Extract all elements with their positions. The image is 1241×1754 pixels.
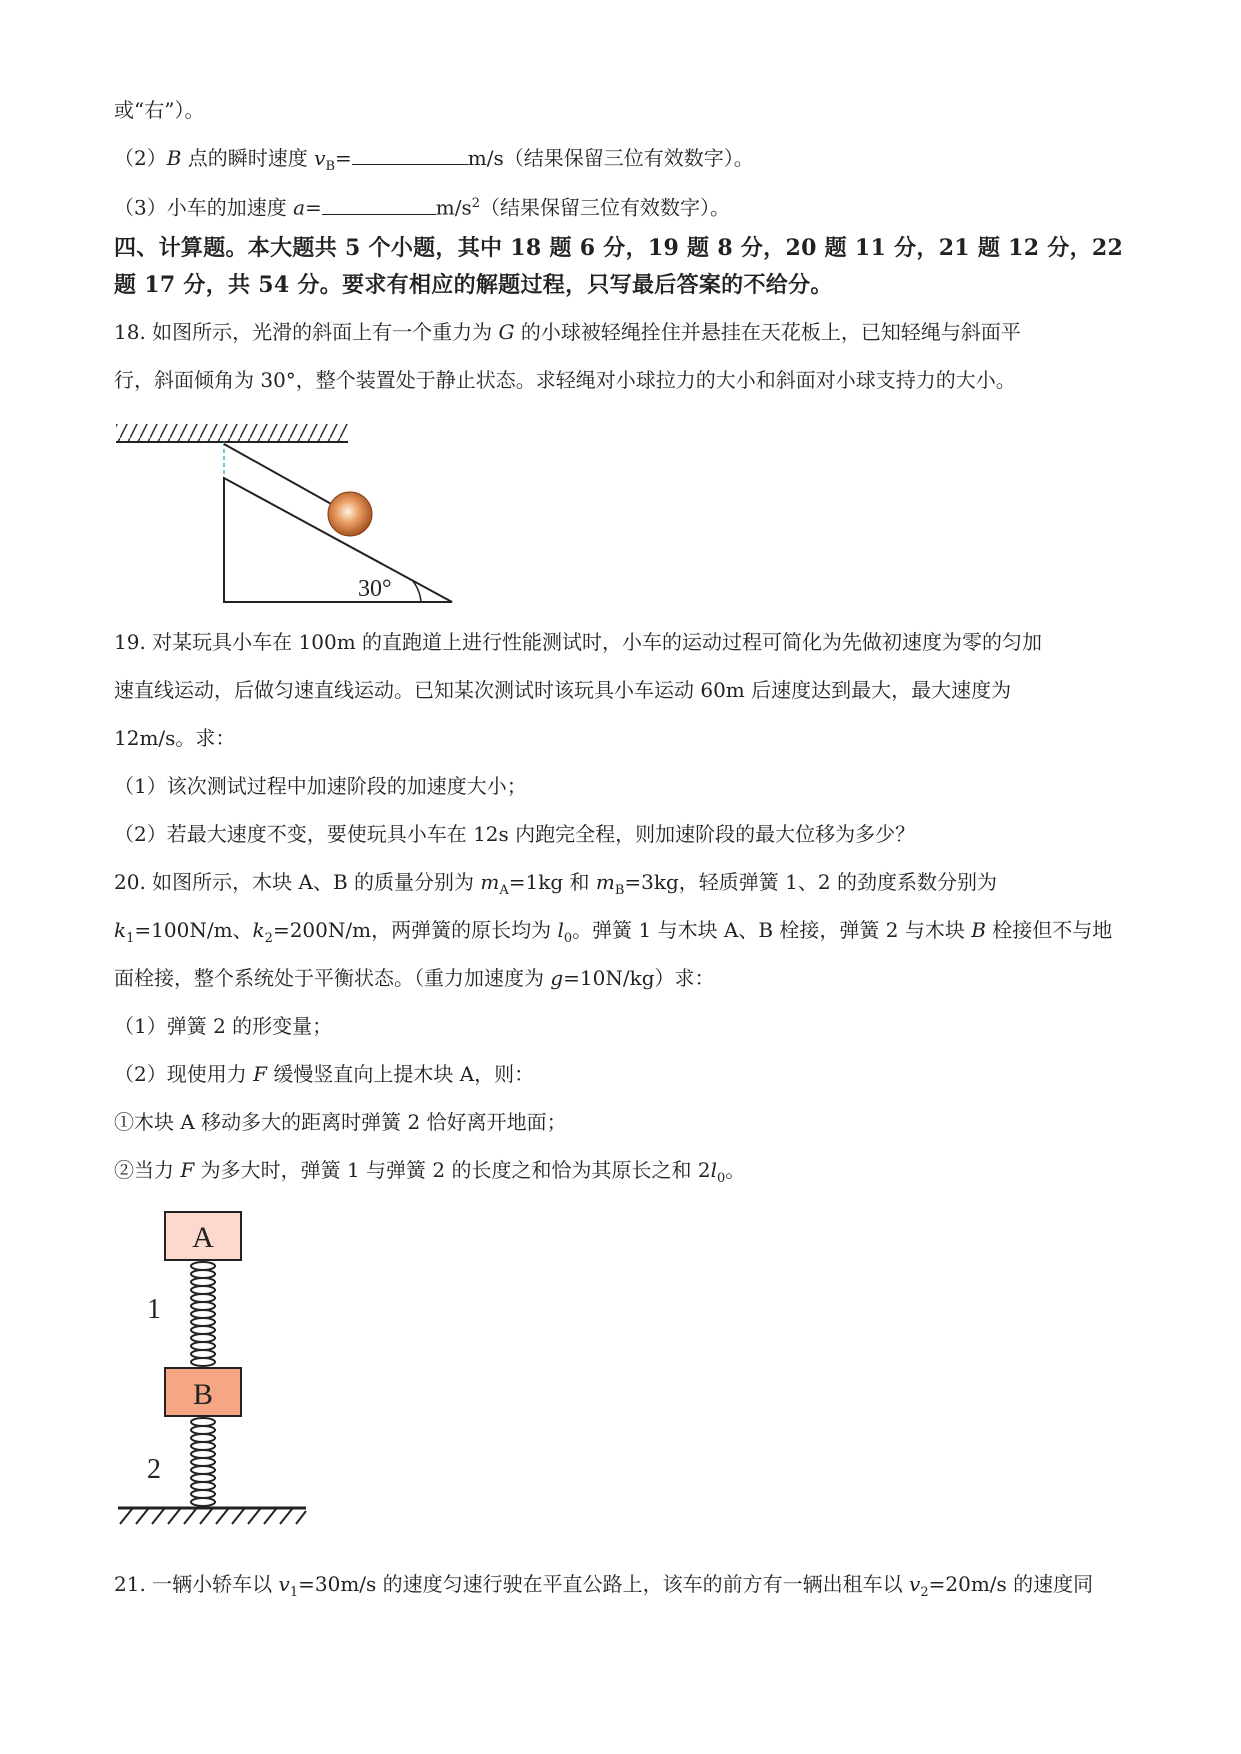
q20-sub2: ②当力 F 为多大时，弹簧 1 与弹簧 2 的长度之和恰为其原长之和 $2l_0$。 [114, 1158, 746, 1186]
q19-line1: 19. 对某玩具小车在 100m 的直跑道上进行性能测试时，小车的运动过程可简化为先做初速度为零的匀加 [114, 630, 1043, 654]
angle-label: 30° [358, 576, 392, 602]
spring-1 [191, 1262, 215, 1366]
q20-part2: （2）现使用力 F 缓慢竖直向上提木块 A，则： [114, 1062, 535, 1086]
q20-line2: $k_1=100N/m$、$k_2=200N/m$，两弹簧的原长均为 $l_0$。弹簧 1 与木块 A、B 栓接，弹簧 2 与木块 B 栓接但不与地 [114, 918, 1113, 946]
rope [224, 444, 342, 510]
q20-sub1: ①木块 A 移动多大的距离时弹簧 2 恰好离开地面； [114, 1110, 567, 1134]
section-heading-line1: 四、计算题。本大题共 5 个小题，其中 18 题 6 分，19 题 8 分，20 题 11 分，21 题 12 分，22 [114, 235, 1124, 261]
q18-line2: 行，斜面倾角为 30°，整个装置处于静止状态。求轻绳对小球拉力的大小和斜面对小球支持力的大小。 [114, 368, 1016, 392]
ball [328, 492, 372, 536]
text-line: 或“右”）。 [114, 98, 205, 122]
q20-part1: （1）弹簧 2 的形变量； [114, 1014, 333, 1038]
q20-line1: 20. 如图所示，木块 A、B 的质量分别为 $m_A=1kg$ 和 $m_B=3kg$，轻质弹簧 1、2 的劲度系数分别为 [114, 870, 997, 898]
q19-line2: 速直线运动，后做匀速直线运动。已知某次测试时该玩具小车运动 60m 后速度达到最大，最大速度为 [114, 678, 1012, 702]
spring-2-label: 2 [147, 1454, 161, 1485]
spring-1-label: 1 [147, 1294, 161, 1325]
block-a-label: A [192, 1221, 214, 1254]
ground-hatch [120, 1509, 306, 1524]
section-heading-line2: 题 17 分，共 54 分。要求有相应的解题过程，只写最后答案的不给分。 [114, 272, 833, 298]
answer-blank[interactable] [352, 142, 468, 165]
q19-part1: （1）该次测试过程中加速阶段的加速度大小； [114, 774, 527, 798]
q21-line1: 21. 一辆小轿车以 $v_1=30m/s$ 的速度匀速行驶在平直公路上，该车的前方有一辆出租车以 $v_2=20m/s$ 的速度同 [114, 1572, 1094, 1600]
spring-2 [191, 1418, 215, 1506]
q17-part2: （2）B 点的瞬时速度 $v_B= m/s$（结果保留三位有效数字）。 [114, 142, 754, 181]
q19-line3: 12m/s。求： [114, 726, 236, 750]
ceiling-hatch [116, 424, 348, 442]
q20-line3: 面栓接，整个系统处于平衡状态。（重力加速度为 g=10N/kg）求： [114, 966, 715, 990]
block-b-label: B [192, 1378, 214, 1411]
incline-figure [110, 418, 460, 608]
q19-part2: （2）若最大速度不变，要使玩具小车在 12s 内跑完全程，则加速阶段的最大位移为多少？ [114, 822, 916, 846]
q18-line1: 18. 如图所示，光滑的斜面上有一个重力为 G 的小球被轻绳拴住并悬挂在天花板上，已知轻绳与斜面平 [114, 320, 1021, 344]
q17-part3: （3）小车的加速度 $a= m/s^2$（结果保留三位有效数字）。 [114, 190, 730, 222]
answer-blank[interactable] [322, 192, 436, 215]
spring-blocks-figure [110, 1208, 310, 1530]
